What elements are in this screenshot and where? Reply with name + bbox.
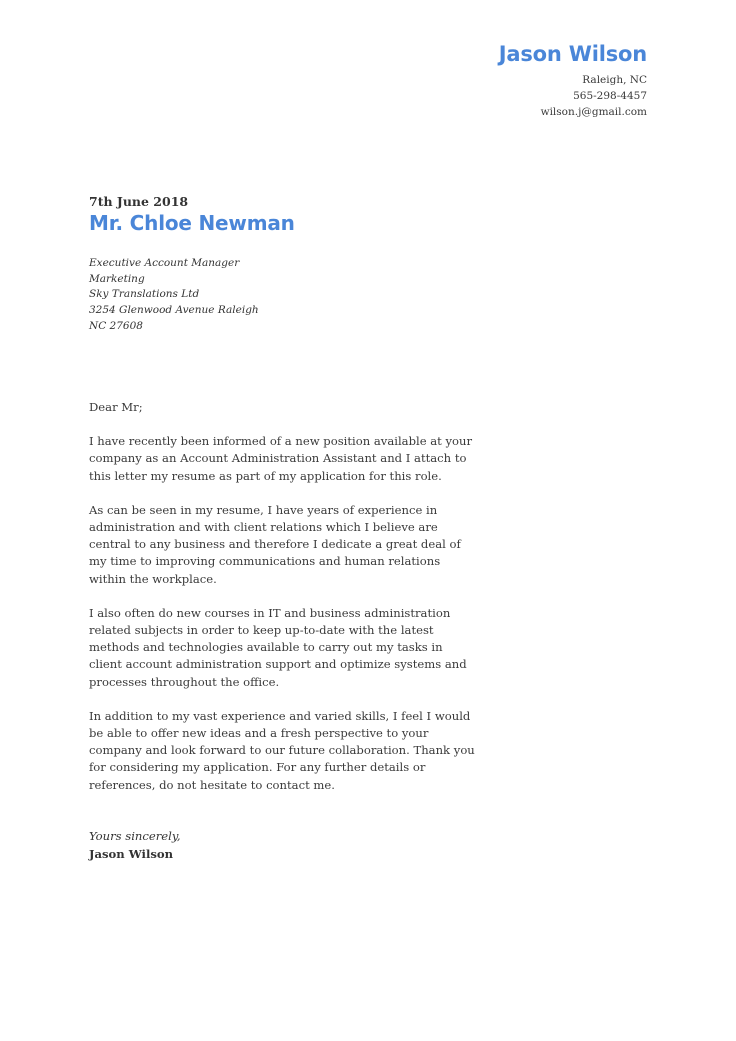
- sender-phone: 565-298-4457: [573, 90, 647, 102]
- body-paragraph: I also often do new courses in IT and business administration related subjects in order to keep up-to-date with the latest methods and technologies available to carry out my tasks in client account administration support and optimize systems and processes throughout the office.: [89, 605, 467, 689]
- sender-location: Raleigh, NC: [582, 74, 647, 86]
- sender-email: wilson.j@gmail.com: [540, 106, 647, 118]
- letter-body: [89, 399, 479, 811]
- body-paragraph: As can be seen in my resume, I have years of experience in administration and with client relations which I believe are central to any business and therefore I dedicate a great deal of my time to improving communications and human relations within the workplace.: [89, 502, 461, 586]
- body-paragraph: In addition to my vast experience and varied skills, I feel I would be able to offer new ideas and a fresh perspective to your company and look forward to our future collaboration. Thank you for considering my application. For any further details or references, do not hesitate to contact me.: [89, 708, 475, 792]
- address-line: Executive Account Manager: [89, 257, 240, 269]
- sender-header: [499, 40, 647, 120]
- address-line: Marketing: [89, 272, 145, 285]
- sender-contact: [499, 72, 647, 120]
- address-line: 3254 Glenwood Avenue Raleigh: [89, 304, 259, 317]
- sender-name: Jason Wilson: [498, 42, 647, 66]
- letter-closing: [89, 828, 181, 863]
- address-line: NC 27608: [89, 319, 143, 332]
- recipient-name: Mr. Chloe Newman: [89, 211, 295, 235]
- body-paragraph: I have recently been informed of a new position available at your company as an Account Administration Assistant and I attach to this letter my resume as part of my application for this role.: [89, 434, 473, 483]
- address-line: Sky Translations Ltd: [89, 288, 200, 301]
- salutation: Dear Mr;: [89, 400, 143, 414]
- recipient-address: [89, 256, 259, 335]
- letter-date: 7th June 2018: [89, 194, 189, 209]
- signature-name: Jason Wilson: [89, 846, 174, 861]
- closing-phrase: Yours sincerely,: [89, 829, 181, 843]
